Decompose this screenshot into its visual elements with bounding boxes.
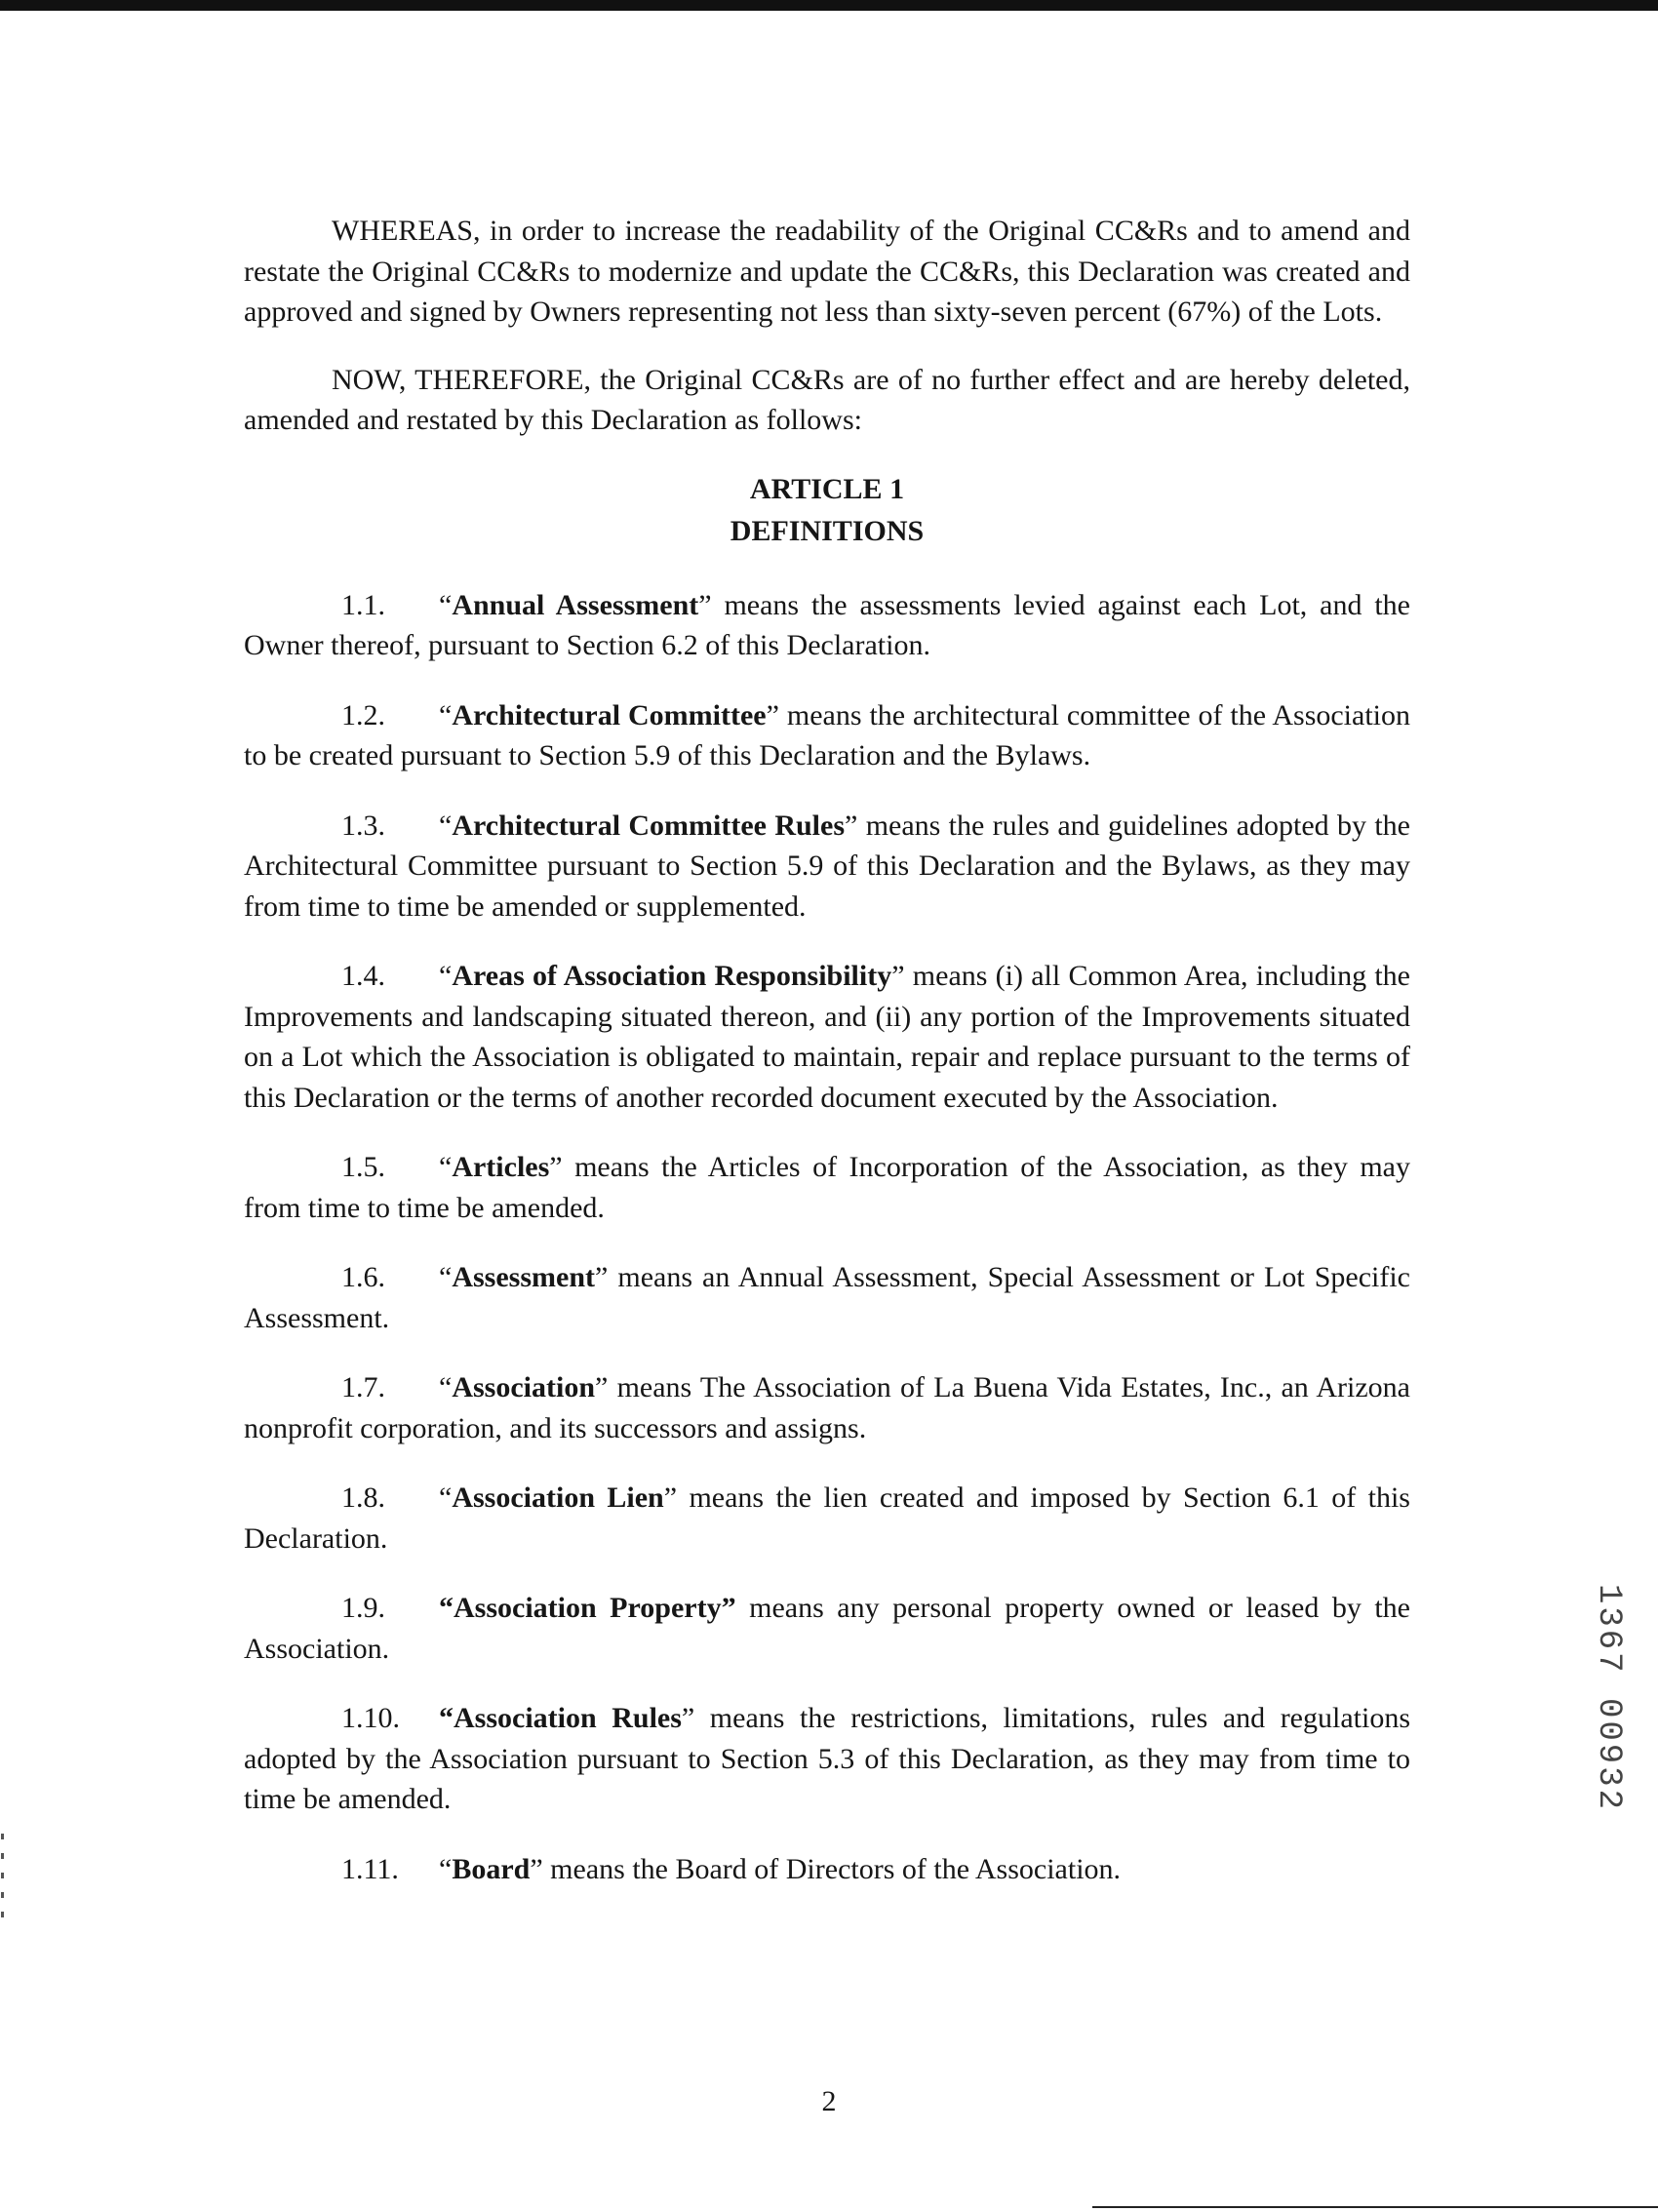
definition-1-2 xyxy=(244,695,1410,776)
page-number: 2 xyxy=(821,2085,837,2117)
scan-bottom-line xyxy=(1092,2206,1658,2208)
margin-mark xyxy=(1,1853,4,1859)
open-quote: “ xyxy=(439,1371,453,1403)
definition-text: means the restrictions, limitations, rules and regulations adopted by the Association pursuant to Section 5.3 of this Declaration, as they may from time to time be amended. xyxy=(244,1702,1410,1815)
definition-term: Board xyxy=(452,1852,531,1885)
close-quote: ” xyxy=(891,960,905,992)
scan-top-border xyxy=(0,0,1658,11)
definition-1-6 xyxy=(244,1257,1410,1338)
definition-1-9 xyxy=(244,1588,1410,1669)
close-quote: ” xyxy=(766,698,779,731)
close-quote: ” xyxy=(681,1702,695,1734)
open-quote: “ xyxy=(439,1852,453,1885)
definition-term: Assessment xyxy=(452,1261,595,1293)
now-therefore-paragraph: NOW, THEREFORE, the Original CC&Rs are of no further effect and are hereby deleted, amended and restated by this Declaration as follows: xyxy=(244,363,1410,436)
definition-text: means The Association of La Buena Vida Estates, Inc., an Arizona nonprofit corporation, and its successors and assigns. xyxy=(244,1371,1410,1444)
close-quote: ” xyxy=(663,1481,678,1514)
close-quote: ” xyxy=(549,1151,563,1183)
article-heading xyxy=(244,468,1410,552)
open-quote: “ xyxy=(439,809,453,842)
definition-term: Articles xyxy=(452,1151,550,1183)
definition-text: means the assessments levied against each Lot, and the Owner thereof, pursuant to Section 6.2 of this Declaration. xyxy=(244,588,1411,661)
definition-number: 1.10. xyxy=(341,1702,400,1734)
definition-text: means an Annual Assessment, Special Assessment or Lot Specific Assessment. xyxy=(244,1261,1410,1334)
open-quote: “ xyxy=(439,1261,453,1293)
definition-1-11 xyxy=(244,1849,1410,1890)
definition-number: 1.8. xyxy=(341,1481,385,1514)
definition-term: Architectural Committee xyxy=(452,698,767,731)
definition-text: means the Articles of Incorporation of the Association, as they may from time to time be amended. xyxy=(244,1151,1410,1224)
definition-1-3 xyxy=(244,806,1410,928)
definition-number: 1.3. xyxy=(341,809,385,842)
open-quote: “ xyxy=(439,698,453,731)
definition-term: “Association Property” xyxy=(439,1592,736,1624)
definition-term: Architectural Committee Rules xyxy=(452,809,846,842)
close-quote: ” xyxy=(595,1261,609,1293)
article-title: DEFINITIONS xyxy=(730,514,925,547)
scan-margin-marks xyxy=(0,1834,6,1960)
margin-mark xyxy=(1,1873,4,1878)
open-quote: “ xyxy=(439,960,453,992)
definition-number: 1.2. xyxy=(341,698,385,731)
definition-number: 1.7. xyxy=(341,1371,385,1403)
recording-number-text: 1367 00932 xyxy=(1590,1583,1627,1813)
close-quote: ” xyxy=(530,1852,543,1885)
definition-number: 1.11. xyxy=(341,1852,399,1885)
definition-1-8 xyxy=(244,1478,1410,1559)
close-quote: ” xyxy=(845,809,858,842)
definition-number: 1.9. xyxy=(341,1592,385,1624)
document-body xyxy=(244,211,1410,1918)
article-number: ARTICLE 1 xyxy=(749,472,905,505)
definition-text: means the rules and guidelines adopted by the Architectural Committee pursuant to Section 5.9 of this Declaration and the Bylaws, as they may from time to time be amended or supplemented. xyxy=(244,809,1410,923)
definition-number: 1.4. xyxy=(341,960,385,992)
definition-term: “Association Rules xyxy=(439,1702,682,1734)
definition-number: 1.5. xyxy=(341,1151,385,1183)
definition-term: Annual Assessment xyxy=(452,588,699,621)
close-quote: ” xyxy=(595,1371,609,1403)
definition-text: means the lien created and imposed by Section 6.1 of this Declaration. xyxy=(244,1481,1410,1555)
definition-number: 1.6. xyxy=(341,1261,385,1293)
margin-mark xyxy=(1,1912,4,1917)
margin-mark xyxy=(1,1834,4,1839)
definition-1-7 xyxy=(244,1367,1410,1448)
definition-number: 1.1. xyxy=(341,588,385,621)
definition-1-1 xyxy=(244,585,1410,666)
open-quote: “ xyxy=(439,1151,453,1183)
definition-text: means (i) all Common Area, including the Improvements and landscaping situated thereon, and (ii) any portion of the Improvements situated on a Lot which the Association is obligated to maintain, repair and replace pursuant to the terms of this Declaration or the terms of another recorded document executed by the Association. xyxy=(244,960,1410,1114)
definition-term: Association xyxy=(452,1371,596,1403)
definition-text: means any personal property owned or leased by the Association. xyxy=(244,1592,1410,1665)
open-quote: “ xyxy=(439,588,453,621)
definition-1-10 xyxy=(244,1698,1410,1820)
definition-term: Association Lien xyxy=(452,1481,664,1514)
definition-1-4 xyxy=(244,956,1410,1118)
whereas-paragraph: WHEREAS, in order to increase the readability of the Original CC&Rs and to amend and restate the Original CC&Rs to modernize and update the CC&Rs, this Declaration was created and approved and signed by Owners representing not less than sixty-seven percent (67%) of the Lots. xyxy=(244,215,1410,328)
open-quote: “ xyxy=(439,1481,453,1514)
close-quote: ” xyxy=(698,588,712,621)
margin-mark xyxy=(1,1892,4,1898)
recording-number-stamp xyxy=(1582,1565,1635,1831)
definition-1-5 xyxy=(244,1147,1410,1228)
definition-text: means the Board of Directors of the Association. xyxy=(542,1852,1122,1885)
definition-term: Areas of Association Responsibility xyxy=(452,960,892,992)
definition-text: means the architectural committee of the Association to be created pursuant to Section 5.9 of this Declaration and the Bylaws. xyxy=(244,698,1410,771)
